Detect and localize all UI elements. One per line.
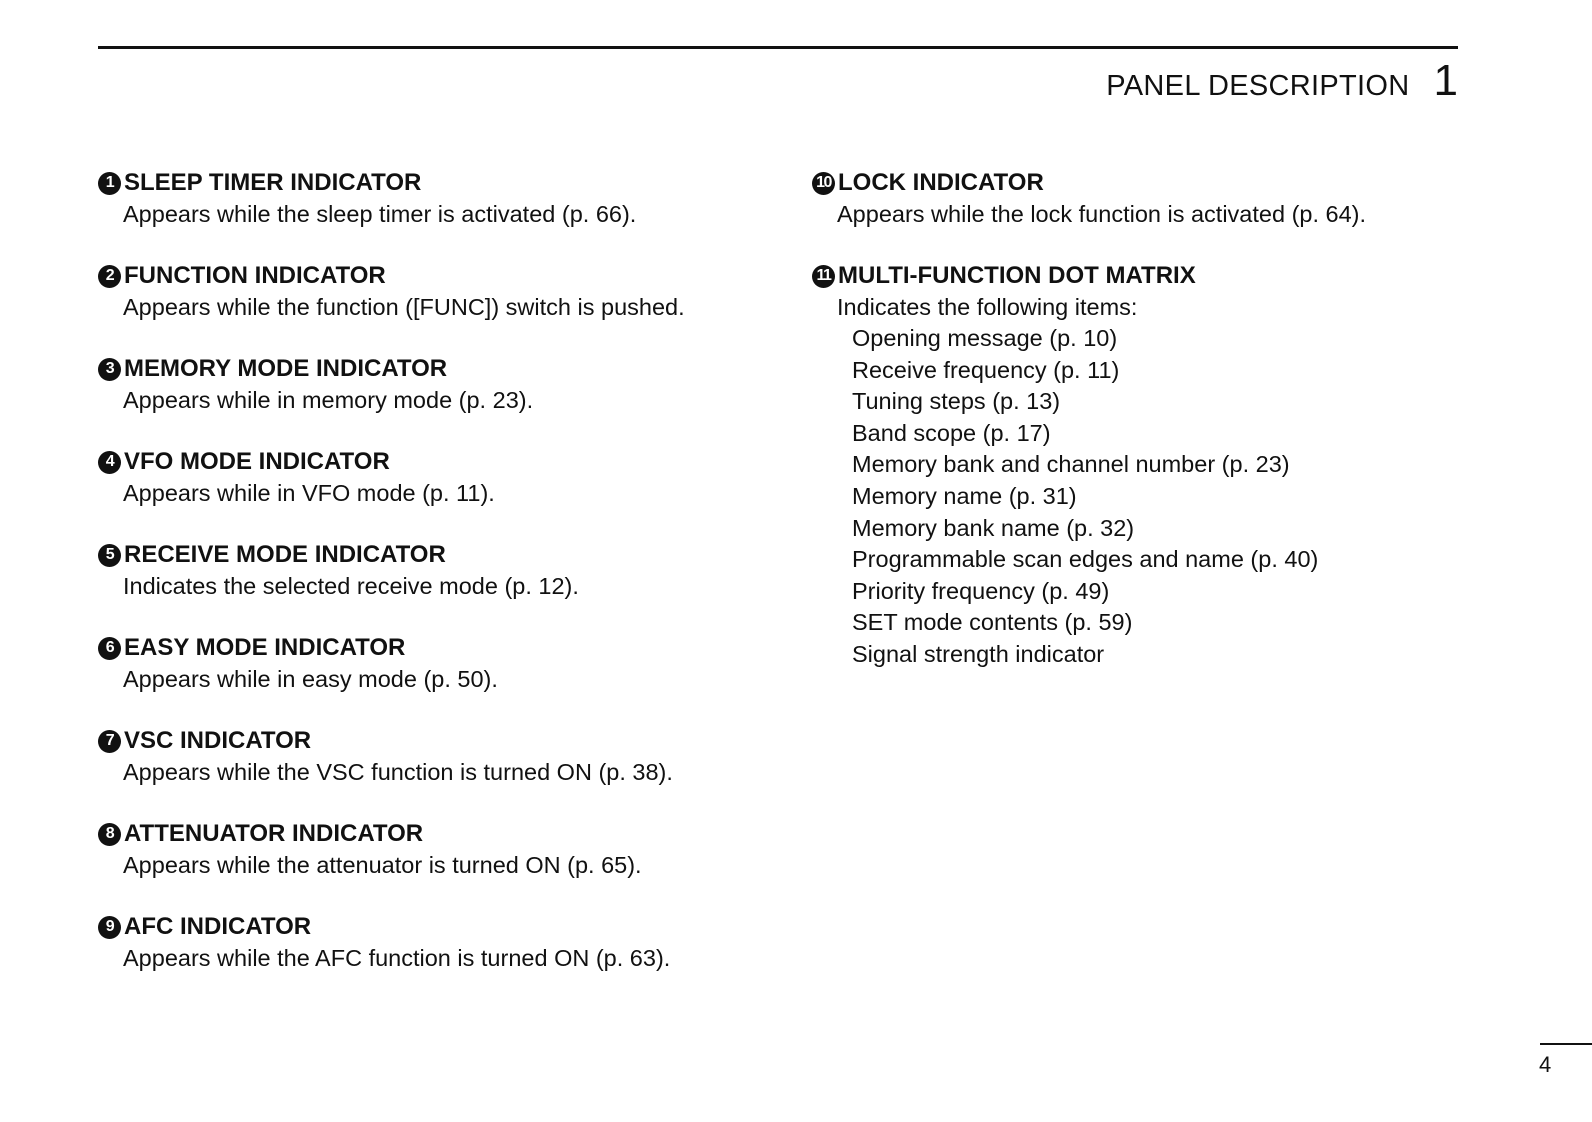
item-function-indicator bbox=[98, 261, 778, 323]
left-column bbox=[98, 168, 778, 1005]
list-item: Memory bank name (p. 32) bbox=[852, 514, 1135, 541]
item-easy-mode-indicator bbox=[98, 633, 778, 695]
item-title: ATTENUATOR INDICATOR bbox=[124, 820, 424, 847]
item-lock-indicator bbox=[812, 168, 1472, 230]
item-title: MEMORY MODE INDICATOR bbox=[124, 355, 448, 382]
list-item: Receive frequency (p. 11) bbox=[852, 356, 1120, 383]
item-multi-function-dot-matrix bbox=[812, 261, 1472, 671]
item-title: FUNCTION INDICATOR bbox=[124, 262, 386, 289]
item-number-badge: 9 bbox=[98, 916, 121, 939]
item-vfo-mode-indicator bbox=[98, 447, 778, 509]
item-title: RECEIVE MODE INDICATOR bbox=[124, 541, 446, 568]
item-afc-indicator bbox=[98, 912, 778, 974]
item-description: Appears while the attenuator is turned ON (p. 65). bbox=[123, 852, 642, 878]
item-description: Appears while the sleep timer is activated (p. 66). bbox=[123, 201, 637, 227]
item-title: MULTI-FUNCTION DOT MATRIX bbox=[838, 262, 1196, 289]
item-description: Appears while the function ([FUNC]) switch is pushed. bbox=[123, 294, 685, 320]
item-title: VSC INDICATOR bbox=[124, 727, 312, 754]
item-number-badge: 2 bbox=[98, 265, 121, 288]
right-column bbox=[812, 168, 1472, 702]
item-description: Appears while in VFO mode (p. 11). bbox=[123, 480, 495, 506]
list-item: Band scope (p. 17) bbox=[852, 419, 1051, 446]
list-item: Memory name (p. 31) bbox=[852, 482, 1077, 509]
section-title: PANEL DESCRIPTION bbox=[1106, 70, 1410, 102]
chapter-number: 1 bbox=[1433, 56, 1458, 105]
item-receive-mode-indicator bbox=[98, 540, 778, 602]
item-description: Indicates the following items: bbox=[837, 294, 1138, 320]
item-description: Indicates the selected receive mode (p. 12). bbox=[123, 573, 579, 599]
item-title: AFC INDICATOR bbox=[124, 913, 312, 940]
list-item: Opening message (p. 10) bbox=[852, 325, 1118, 351]
item-memory-mode-indicator bbox=[98, 354, 778, 416]
item-number-badge: 11 bbox=[812, 265, 835, 288]
dot-matrix-items-list bbox=[812, 323, 1472, 671]
item-description: Appears while in easy mode (p. 50). bbox=[123, 666, 498, 692]
item-title: VFO MODE INDICATOR bbox=[124, 448, 390, 475]
item-title: SLEEP TIMER INDICATOR bbox=[124, 169, 422, 196]
list-item: Signal strength indicator bbox=[852, 640, 1105, 667]
item-description: Appears while the VSC function is turned ON (p. 38). bbox=[123, 759, 673, 785]
footer-rule bbox=[1540, 1043, 1592, 1045]
page-header bbox=[1106, 56, 1458, 106]
item-description: Appears while the AFC function is turned ON (p. 63). bbox=[123, 945, 671, 971]
item-number-badge: 1 bbox=[98, 172, 121, 195]
list-item: Priority frequency (p. 49) bbox=[852, 577, 1110, 604]
page-number: 4 bbox=[1539, 1052, 1552, 1077]
list-item: Tuning steps (p. 13) bbox=[852, 388, 1061, 415]
list-item: Memory bank and channel number (p. 23) bbox=[852, 451, 1290, 478]
item-number-badge: 6 bbox=[98, 637, 121, 660]
item-title: LOCK INDICATOR bbox=[838, 169, 1044, 196]
item-title: EASY MODE INDICATOR bbox=[124, 634, 406, 661]
list-item: Programmable scan edges and name (p. 40) bbox=[852, 546, 1319, 573]
item-vsc-indicator bbox=[98, 726, 778, 788]
header-rule bbox=[98, 46, 1458, 49]
item-number-badge: 7 bbox=[98, 730, 121, 753]
item-description: Appears while in memory mode (p. 23). bbox=[123, 387, 534, 413]
item-description: Appears while the lock function is activated (p. 64). bbox=[837, 201, 1367, 227]
item-number-badge: 8 bbox=[98, 823, 121, 846]
item-number-badge: 4 bbox=[98, 451, 121, 474]
item-number-badge: 5 bbox=[98, 544, 121, 567]
item-sleep-timer-indicator bbox=[98, 168, 778, 230]
list-item: SET mode contents (p. 59) bbox=[852, 609, 1133, 636]
item-number-badge: 10 bbox=[812, 172, 835, 195]
item-number-badge: 3 bbox=[98, 358, 121, 381]
item-attenuator-indicator bbox=[98, 819, 778, 881]
